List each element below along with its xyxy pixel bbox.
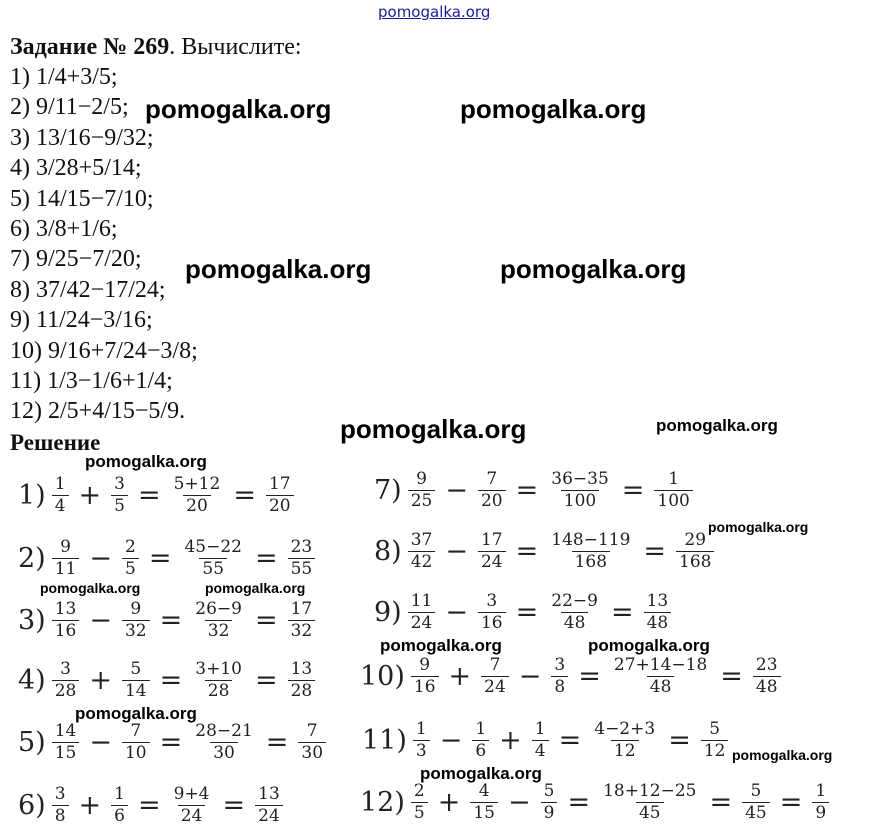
denominator: 4 — [52, 495, 69, 516]
task-item: 7) 9/25−7/20; — [10, 246, 142, 273]
operator: = — [709, 786, 733, 818]
denominator: 25 — [408, 490, 436, 511]
solution-row-5 — [18, 722, 328, 762]
numerator: 1 — [54, 474, 66, 494]
watermark: pomogalka.org — [185, 254, 372, 284]
numerator: 5 — [543, 781, 555, 801]
fraction — [253, 785, 285, 825]
solution-number: 5) — [18, 726, 46, 758]
numerator: 9 — [416, 469, 427, 489]
operator: + — [437, 786, 461, 818]
numerator: 27+14−18 — [613, 655, 708, 675]
task-item: 5) 14/15−7/10; — [10, 185, 154, 212]
fraction — [406, 531, 438, 571]
solution-number: 6) — [18, 789, 46, 821]
fraction — [286, 660, 318, 700]
numerator: 3 — [60, 659, 71, 679]
denominator: 5 — [122, 558, 139, 579]
fraction — [406, 592, 438, 632]
denominator: 6 — [111, 805, 128, 826]
watermark: pomogalka.org — [708, 519, 809, 535]
denominator: 168 — [572, 551, 610, 572]
task-item: 2) 9/11−2/5; — [10, 94, 129, 121]
solution-number: 9) — [374, 596, 402, 628]
operator: = — [610, 596, 634, 628]
denominator: 16 — [411, 676, 439, 697]
fraction — [190, 722, 258, 762]
denominator: 24 — [481, 676, 509, 697]
watermark: pomogalka.org — [340, 414, 527, 444]
solution-number: 4) — [18, 664, 46, 696]
solution-row-12 — [360, 782, 831, 822]
denominator: 3 — [413, 740, 430, 761]
denominator: 14 — [122, 680, 150, 701]
operator: = — [138, 479, 161, 511]
solution-number: 11) — [362, 724, 407, 756]
operator: = — [222, 789, 246, 821]
watermark: pomogalka.org — [732, 747, 833, 763]
solution-number: 10) — [360, 660, 405, 692]
solution-row-3 — [18, 600, 317, 640]
denominator: 32 — [288, 620, 316, 641]
denominator: 8 — [52, 805, 69, 826]
fraction — [652, 470, 694, 510]
operator: = — [254, 542, 278, 574]
task-item: 4) 3/28+5/14; — [10, 155, 142, 182]
task-item: 8) 37/42−17/24; — [10, 276, 166, 303]
fraction — [549, 656, 570, 696]
denominator: 30 — [298, 742, 326, 763]
numerator: 3 — [54, 784, 66, 804]
operator: = — [567, 786, 591, 818]
fraction — [546, 470, 614, 510]
watermark: pomogalka.org — [656, 416, 778, 435]
solution-row-1 — [18, 475, 296, 515]
numerator: 7 — [486, 469, 498, 489]
watermark: pomogalka.org — [380, 636, 502, 655]
fraction — [190, 660, 247, 700]
numerator: 23 — [755, 655, 778, 675]
numerator: 3 — [554, 655, 566, 675]
fraction — [120, 600, 152, 640]
watermark: pomogalka.org — [460, 94, 647, 124]
denominator: 55 — [288, 558, 316, 579]
denominator: 11 — [52, 558, 80, 579]
operator: − — [445, 535, 468, 567]
numerator: 5+12 — [173, 474, 221, 494]
operator: − — [507, 786, 531, 818]
numerator: 26−9 — [195, 599, 242, 619]
solution-number: 2) — [18, 542, 46, 574]
operator: = — [159, 726, 183, 758]
numerator: 17 — [480, 530, 503, 550]
denominator: 168 — [676, 551, 714, 572]
denominator: 100 — [654, 490, 692, 511]
task-item: 1) 1/4+3/5; — [10, 64, 118, 90]
solution-heading: Решение — [10, 430, 101, 455]
denominator: 9 — [812, 802, 829, 823]
denominator: 28 — [52, 680, 80, 701]
operator: + — [89, 664, 112, 696]
numerator: 9 — [130, 599, 142, 619]
solution-row-7 — [374, 470, 695, 510]
fraction — [50, 538, 82, 578]
numerator: 148−119 — [551, 530, 631, 550]
task-item: 3) 13/16−9/32; — [10, 124, 154, 151]
denominator: 24 — [478, 551, 506, 572]
operator: = — [138, 789, 161, 821]
denominator: 5 — [411, 802, 428, 823]
denominator: 10 — [122, 742, 150, 763]
task-item: 9) 11/24−3/16; — [10, 307, 153, 334]
task-item: 11) 1/3−1/6+1/4; — [10, 368, 173, 395]
fraction — [546, 531, 635, 571]
numerator: 13 — [54, 599, 77, 619]
solution-row-6 — [18, 785, 285, 825]
denominator: 48 — [561, 612, 589, 633]
operator: = — [779, 786, 803, 818]
fraction — [406, 470, 438, 510]
fraction — [190, 600, 247, 640]
denominator: 32 — [122, 620, 150, 641]
numerator: 3+10 — [195, 659, 242, 679]
solution-row-2 — [18, 538, 317, 578]
fraction — [120, 660, 152, 700]
operator: − — [89, 604, 112, 636]
fraction — [476, 592, 508, 632]
numerator: 7 — [130, 721, 142, 741]
operator: + — [448, 660, 472, 692]
numerator: 36−35 — [551, 469, 609, 489]
fraction — [50, 785, 71, 825]
task-item: 12) 2/5+4/15−5/9. — [10, 398, 186, 425]
denominator: 20 — [266, 495, 294, 516]
denominator: 16 — [52, 620, 80, 641]
operator: = — [643, 535, 667, 567]
fraction — [50, 660, 82, 700]
fraction — [530, 720, 551, 760]
operator: = — [515, 474, 539, 506]
denominator: 30 — [210, 742, 238, 763]
numerator: 1 — [534, 719, 546, 739]
task-item: 6) 3/8+1/6; — [10, 216, 118, 243]
fraction — [409, 782, 430, 822]
fraction — [539, 782, 560, 822]
fraction — [264, 475, 296, 515]
operator: = — [254, 664, 278, 696]
fraction — [470, 720, 491, 760]
operator: = — [159, 604, 183, 636]
denominator: 24 — [408, 612, 436, 633]
denominator: 15 — [470, 802, 498, 823]
numerator: 17 — [268, 474, 291, 494]
numerator: 13 — [646, 591, 669, 611]
denominator: 48 — [753, 676, 781, 697]
denominator: 20 — [478, 490, 506, 511]
fraction — [120, 538, 141, 578]
fraction — [120, 722, 152, 762]
numerator: 5 — [130, 659, 142, 679]
denominator: 16 — [478, 612, 506, 633]
solution-row-9 — [374, 592, 673, 632]
denominator: 48 — [644, 612, 672, 633]
numerator: 1 — [668, 469, 680, 489]
fraction — [598, 782, 701, 822]
numerator: 4 — [478, 781, 490, 801]
operator: + — [78, 479, 102, 511]
fraction — [50, 722, 82, 762]
denominator: 28 — [205, 680, 233, 701]
fraction — [740, 782, 772, 822]
fraction — [674, 531, 716, 571]
fraction — [468, 782, 500, 822]
numerator: 9+4 — [173, 784, 210, 804]
numerator: 3 — [114, 474, 125, 494]
operator: − — [445, 474, 468, 506]
fraction — [411, 720, 432, 760]
numerator: 1 — [415, 719, 427, 739]
fraction — [476, 470, 508, 510]
fraction — [169, 785, 215, 825]
numerator: 29 — [684, 530, 707, 550]
operator: = — [515, 535, 539, 567]
fraction — [479, 656, 511, 696]
denominator: 32 — [205, 620, 233, 641]
fraction — [50, 475, 71, 515]
solution-number: 8) — [374, 535, 402, 567]
denominator: 100 — [561, 490, 599, 511]
operator: = — [148, 542, 172, 574]
numerator: 23 — [290, 537, 313, 557]
operator: = — [159, 664, 183, 696]
watermark: pomogalka.org — [145, 94, 332, 124]
fraction — [179, 538, 247, 578]
operator: = — [254, 604, 278, 636]
denominator: 55 — [199, 558, 227, 579]
fraction — [50, 600, 82, 640]
numerator: 1 — [475, 719, 487, 739]
fraction — [169, 475, 226, 515]
solution-number: 1) — [18, 479, 46, 511]
fraction — [409, 656, 441, 696]
watermark: pomogalka.org — [205, 580, 306, 596]
watermark: pomogalka.org — [75, 704, 197, 723]
operator: = — [578, 660, 601, 692]
fraction — [286, 538, 318, 578]
numerator: 7 — [489, 655, 501, 675]
fraction — [546, 592, 603, 632]
solution-row-11 — [362, 720, 730, 760]
fraction — [751, 656, 783, 696]
numerator: 14 — [54, 721, 77, 741]
denominator: 24 — [255, 805, 283, 826]
watermark: pomogalka.org — [40, 580, 141, 596]
denominator: 45 — [742, 802, 770, 823]
numerator: 45−22 — [184, 537, 242, 557]
numerator: 13 — [290, 659, 313, 679]
task-instruction: . Вычислите: — [169, 34, 302, 60]
numerator: 17 — [290, 599, 313, 619]
operator: = — [668, 724, 691, 756]
numerator: 11 — [410, 591, 433, 611]
denominator: 48 — [647, 676, 675, 697]
numerator: 7 — [306, 721, 318, 741]
watermark: pomogalka.org — [420, 764, 542, 783]
operator: = — [233, 479, 256, 511]
fraction — [699, 720, 731, 760]
numerator: 1 — [815, 781, 827, 801]
numerator: 4−2+3 — [594, 719, 656, 739]
numerator: 3 — [486, 591, 498, 611]
operator: = — [621, 474, 645, 506]
numerator: 2 — [124, 537, 136, 557]
task-title — [10, 32, 302, 62]
operator: = — [265, 726, 289, 758]
task-block — [10, 32, 302, 427]
operator: − — [518, 660, 542, 692]
fraction — [476, 531, 508, 571]
operator: = — [515, 596, 539, 628]
fraction — [589, 720, 660, 760]
solution-number: 12) — [360, 786, 405, 818]
numerator: 28−21 — [195, 721, 253, 741]
operator: = — [720, 660, 743, 692]
solution-number: 3) — [18, 604, 46, 636]
fraction — [642, 592, 674, 632]
numerator: 2 — [413, 781, 425, 801]
denominator: 9 — [541, 802, 558, 823]
operator: − — [445, 596, 468, 628]
denominator: 12 — [701, 740, 729, 761]
denominator: 45 — [636, 802, 664, 823]
task-item: 10) 9/16+7/24−3/8; — [10, 337, 198, 364]
denominator: 24 — [178, 805, 206, 826]
numerator: 9 — [60, 537, 71, 557]
denominator: 12 — [611, 740, 639, 761]
numerator: 5 — [750, 781, 762, 801]
solution-row-4 — [18, 660, 317, 700]
task-number: Задание № 269 — [10, 34, 170, 60]
fraction — [296, 722, 328, 762]
numerator: 9 — [419, 655, 431, 675]
operator: + — [78, 789, 102, 821]
solution-row-10 — [360, 656, 783, 696]
operator: + — [499, 724, 522, 756]
denominator: 42 — [408, 551, 436, 572]
denominator: 20 — [183, 495, 211, 516]
fraction — [109, 475, 130, 515]
fraction — [109, 785, 130, 825]
solution-number: 7) — [374, 474, 402, 506]
operator: − — [439, 724, 463, 756]
denominator: 4 — [532, 740, 549, 761]
fraction — [609, 656, 712, 696]
operator: − — [89, 542, 112, 574]
watermark: pomogalka.org — [500, 254, 687, 284]
numerator: 22−9 — [551, 591, 598, 611]
numerator: 5 — [709, 719, 721, 739]
fraction — [286, 600, 318, 640]
denominator: 8 — [551, 676, 568, 697]
watermark: pomogalka.org — [588, 636, 710, 655]
numerator: 18+12−25 — [603, 781, 697, 801]
solution-row-8 — [374, 531, 716, 571]
numerator: 13 — [258, 784, 280, 804]
watermark: pomogalka.org — [85, 452, 207, 471]
denominator: 5 — [111, 495, 128, 516]
operator: − — [89, 726, 112, 758]
operator: = — [558, 724, 582, 756]
fraction — [810, 782, 831, 822]
numerator: 37 — [410, 530, 433, 550]
denominator: 28 — [288, 680, 316, 701]
numerator: 1 — [114, 784, 125, 804]
denominator: 15 — [52, 742, 80, 763]
denominator: 6 — [472, 740, 489, 761]
site-link[interactable]: pomogalka.org — [378, 3, 491, 21]
